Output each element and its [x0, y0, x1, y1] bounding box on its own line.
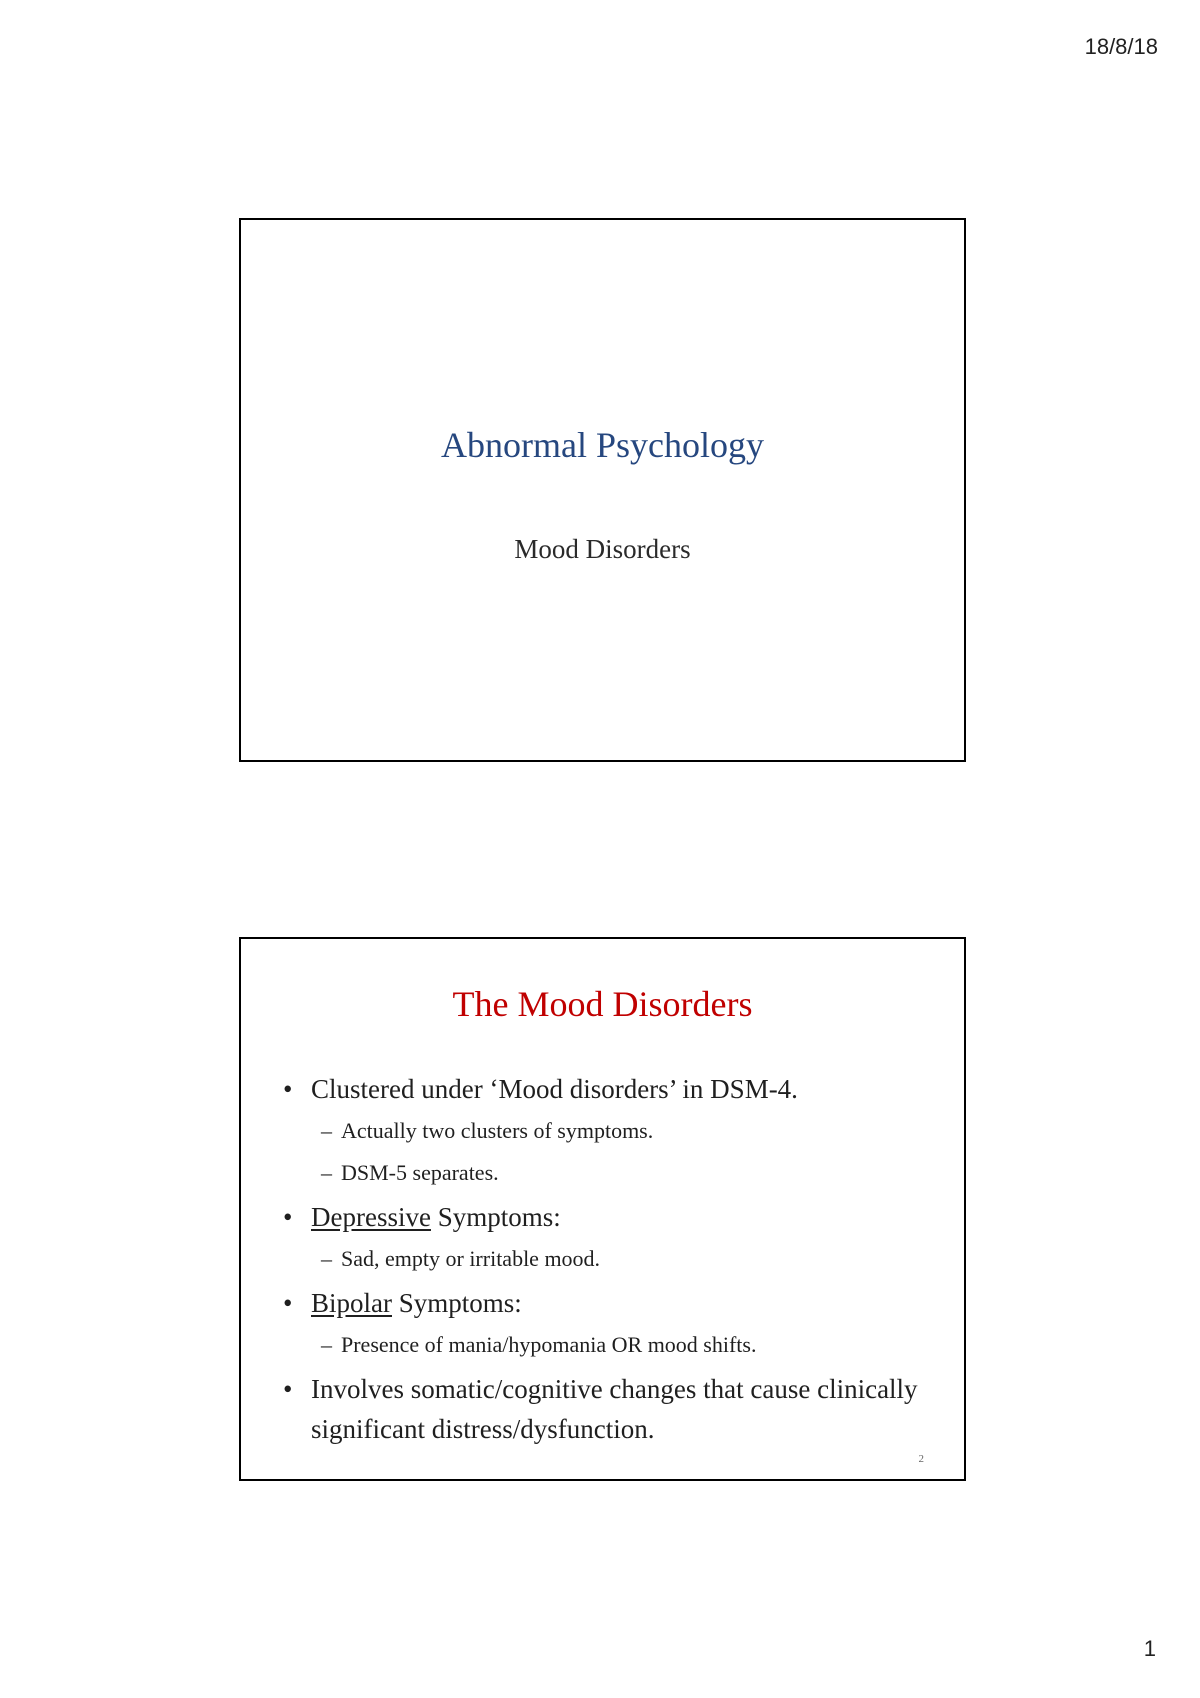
sub-bullet-item	[281, 1155, 924, 1191]
sub-bullet-text: Presence of mania/hypomania OR mood shifts.	[341, 1332, 757, 1357]
dash-marker: –	[321, 1160, 332, 1185]
bullet-item	[281, 1197, 924, 1237]
slide-number: 2	[918, 1453, 924, 1465]
bullet-item	[281, 1283, 924, 1323]
slide-heading: The Mood Disorders	[452, 984, 753, 1024]
sub-bullet-text: Actually two clusters of symptoms.	[341, 1118, 654, 1143]
slide-mood-disorders	[239, 937, 966, 1481]
slide-title-heading: Abnormal Psychology	[441, 425, 764, 465]
sub-bullet-item	[281, 1241, 924, 1277]
sub-bullet-text: DSM-5 separates.	[341, 1160, 499, 1185]
slide-subtitle: Mood Disorders	[514, 534, 691, 564]
underlined-term: Bipolar	[311, 1288, 392, 1318]
dash-marker: –	[321, 1118, 332, 1143]
dash-marker: –	[321, 1246, 332, 1271]
bullet-text: Symptoms:	[392, 1288, 522, 1318]
sub-bullet-item	[281, 1113, 924, 1149]
bullet-text: Symptoms:	[430, 1202, 561, 1232]
dash-marker: –	[321, 1332, 332, 1357]
page-date: 18/8/18	[1084, 34, 1158, 59]
underlined-term: Depressive	[311, 1202, 431, 1232]
sub-bullet-item	[281, 1327, 924, 1363]
page-number: 1	[1143, 1636, 1156, 1661]
bullet-item: • Involves somatic/cognitive changes that cause clinically significant distress/dysfunction.	[281, 1369, 924, 1449]
bullet-list	[281, 1069, 924, 1453]
slide-title	[239, 218, 966, 762]
sub-bullet-text: Sad, empty or irritable mood.	[341, 1246, 601, 1271]
bullet-item: • Clustered under ‘Mood disorders’ in DSM-4.	[281, 1069, 924, 1109]
